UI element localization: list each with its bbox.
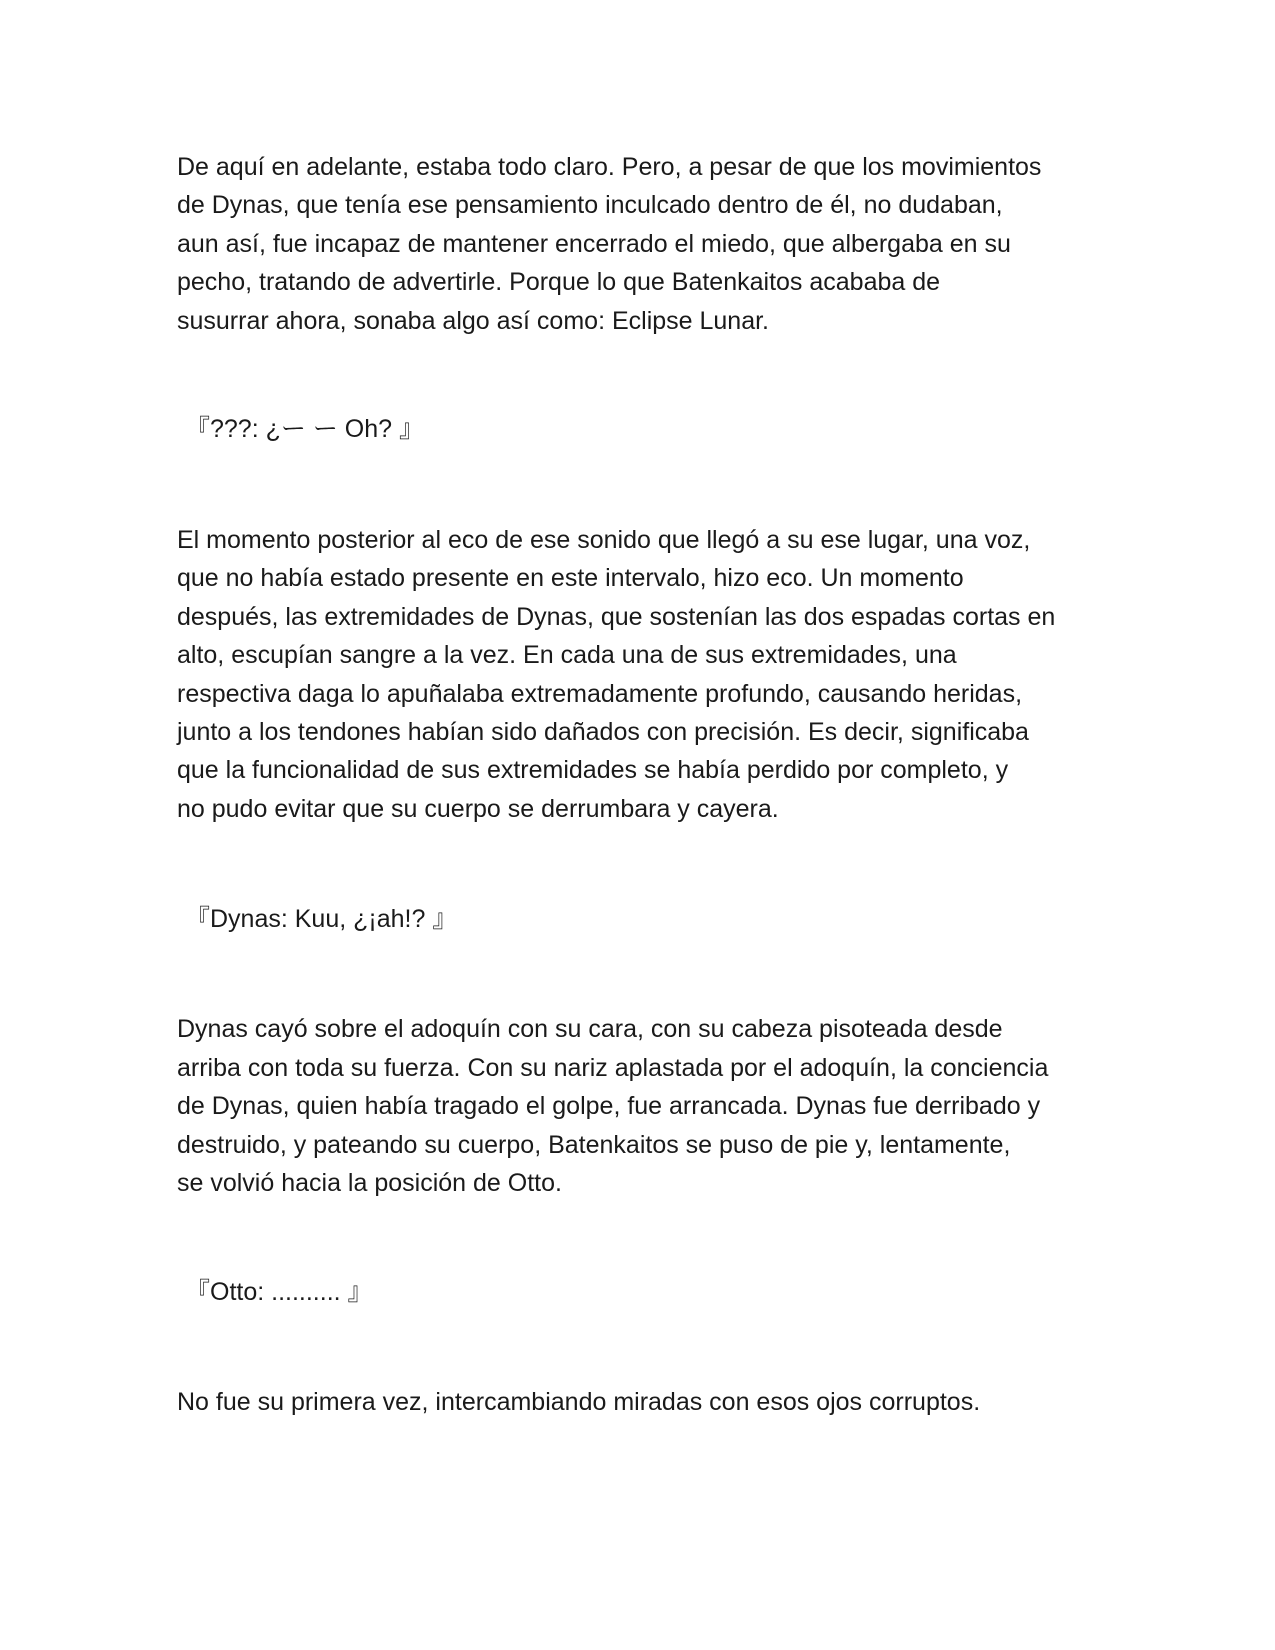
text-line: No fue su primera vez, intercambiando miradas con esos ojos corruptos. <box>177 1388 981 1417</box>
document-page <box>177 148 1107 1422</box>
dialogue-line: 『???: ¿ー ー Oh? 』 <box>185 415 424 444</box>
text-line: de Dynas, quien había tragado el golpe, fue arrancada. Dynas fue derribado y <box>177 1092 1041 1121</box>
paragraph <box>177 1010 1107 1202</box>
paragraph <box>177 1383 1107 1421</box>
text-line: susurrar ahora, sonaba algo así como: Eclipse Lunar. <box>177 306 770 335</box>
text-line: que la funcionalidad de sus extremidades se había perdido por completo, y <box>177 756 1009 785</box>
text-line: destruido, y pateando su cuerpo, Batenkaitos se puso de pie y, lentamente, <box>177 1130 1011 1159</box>
text-line: que no había estado presente en este intervalo, hizo eco. Un momento <box>177 564 964 593</box>
text-line: de Dynas, que tenía ese pensamiento inculcado dentro de él, no dudaban, <box>177 191 1003 220</box>
paragraph <box>177 148 1107 340</box>
paragraph <box>177 521 1107 828</box>
text-line: pecho, tratando de advertirle. Porque lo que Batenkaitos acababa de <box>177 268 941 297</box>
text-line: después, las extremidades de Dynas, que sostenían las dos espadas cortas en <box>177 602 1056 631</box>
text-line: respectiva daga lo apuñalaba extremadamente profundo, causando heridas, <box>177 679 1023 708</box>
dialogue-line: 『Dynas: Kuu, ¿¡ah!? 』 <box>185 905 458 934</box>
dialogue-line: 『Otto: .......... 』 <box>185 1278 373 1307</box>
text-line: De aquí en adelante, estaba todo claro. Pero, a pesar de que los movimientos <box>177 153 1042 181</box>
text-line: arriba con toda su fuerza. Con su nariz aplastada por el adoquín, la conciencia <box>177 1053 1049 1082</box>
text-line: no pudo evitar que su cuerpo se derrumbara y cayera. <box>177 794 779 823</box>
text-line: junto a los tendones habían sido dañados con precisión. Es decir, significaba <box>177 718 1029 747</box>
text-line: se volvió hacia la posición de Otto. <box>177 1168 562 1197</box>
text-line: alto, escupían sangre a la vez. En cada una de sus extremidades, una <box>177 641 957 670</box>
text-line: El momento posterior al eco de ese sonido que llegó a su ese lugar, una voz, <box>177 526 1031 555</box>
text-line: Dynas cayó sobre el adoquín con su cara, con su cabeza pisoteada desde <box>177 1015 1003 1044</box>
text-line: aun así, fue incapaz de mantener encerrado el miedo, que albergaba en su <box>177 229 1011 258</box>
